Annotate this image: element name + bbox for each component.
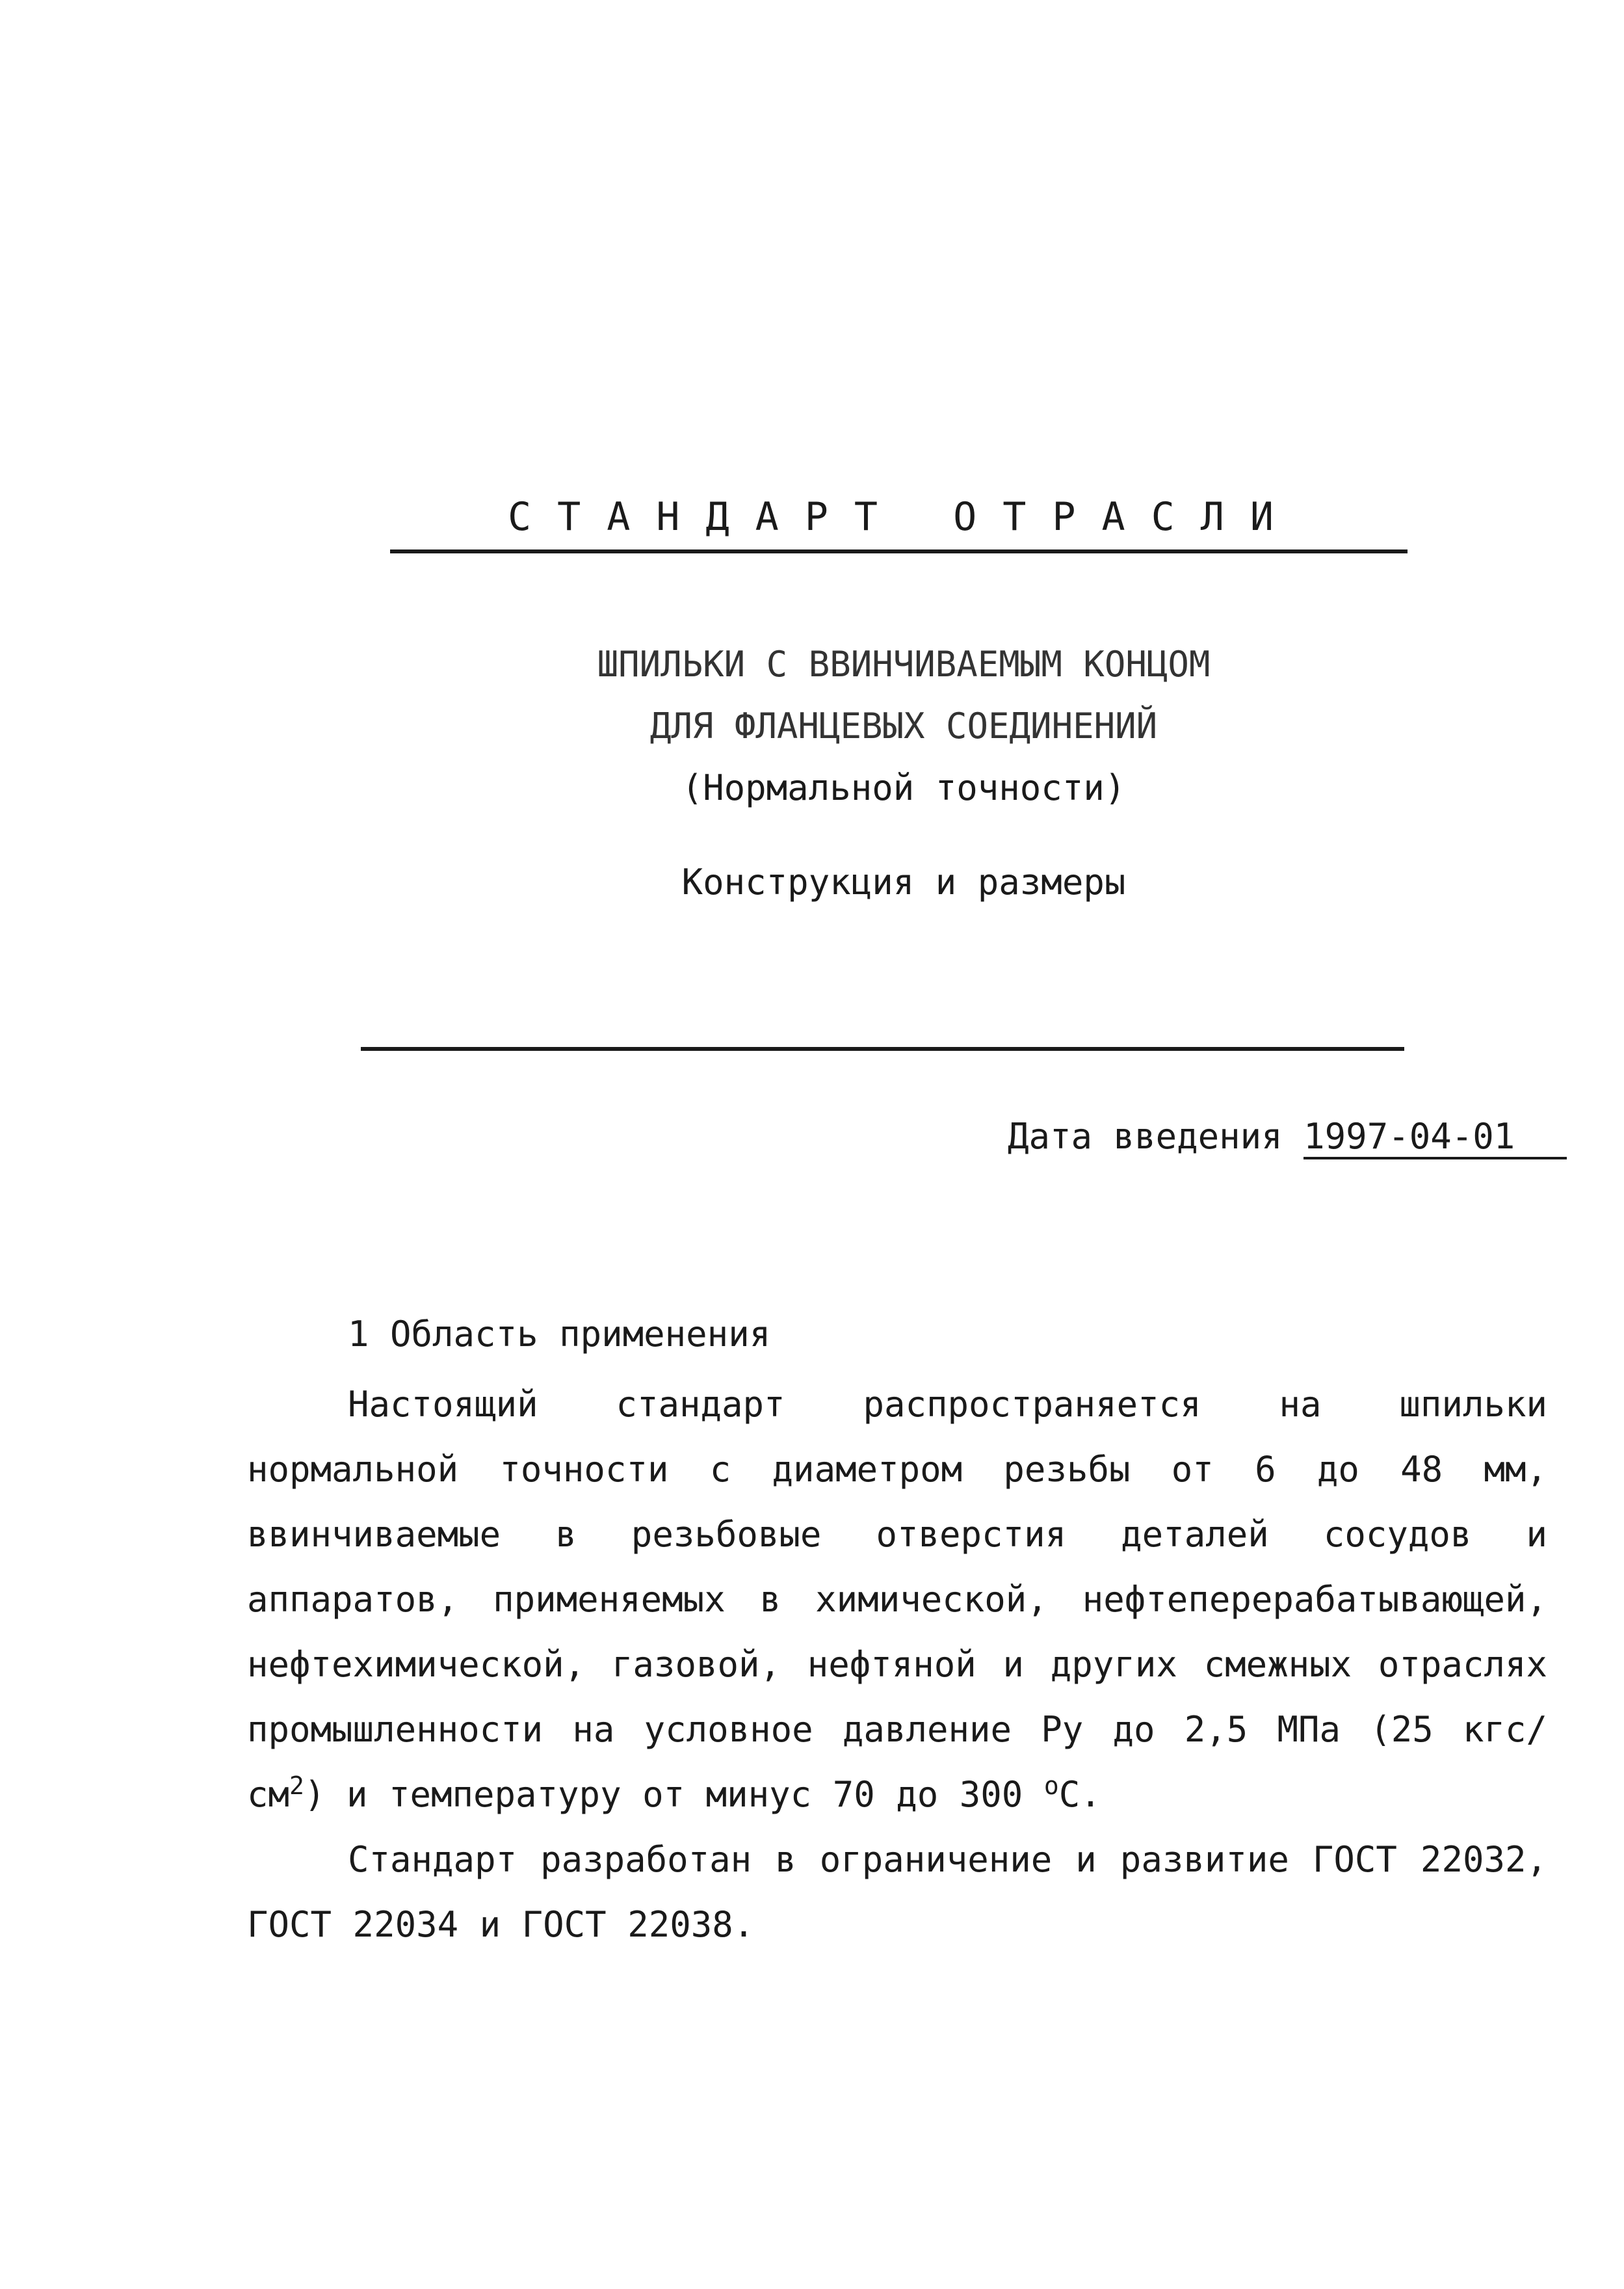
title-separator <box>361 1047 1404 1051</box>
superscript-2: 2 <box>289 1771 304 1800</box>
section-body <box>247 1372 1547 1957</box>
scope-paragraph: Настоящий стандарт распространяется на шпильки нормальной точности с диаметром резьбы от 6 до 48 мм, ввинчиваемые в резьбовые отверстия деталей сосудов и аппаратов, применяемых в химической, нефтеперерабатывающей, нефтехимической, газовой, нефтяной и других смежных отраслях промышленности на условное давление Ру до 2,5 МПа (25 кгс/$см^2$) и температуру от минус 70 до 300 $^о$С. <box>247 1384 1547 1815</box>
title-line-3: (Нормальной точности) <box>681 767 1126 808</box>
standard-heading: СТАНДАРТ ОТРАСЛИ <box>508 494 1300 540</box>
title-line-2: ДЛЯ ФЛАНЦЕВЫХ СОЕДИНЕНИЙ <box>649 706 1158 747</box>
document-subtitle: Конструкция и размеры <box>681 862 1126 903</box>
degree-sign: о <box>1043 1771 1059 1800</box>
title-line-1: ШПИЛЬКИ С ВВИНЧИВАЕМЫМ КОНЦОМ <box>597 644 1211 685</box>
standard-basis-paragraph: Стандарт разработан в ограничение и развитие ГОСТ 22032, ГОСТ 22034 и ГОСТ 22038. <box>247 1839 1547 1945</box>
section-title: 1 Область применения <box>348 1314 771 1355</box>
introduction-date <box>1008 1116 1567 1159</box>
heading-underline <box>390 549 1408 553</box>
date-value: 1997-04-01 <box>1303 1116 1567 1159</box>
date-label: Дата введения <box>1008 1116 1283 1157</box>
